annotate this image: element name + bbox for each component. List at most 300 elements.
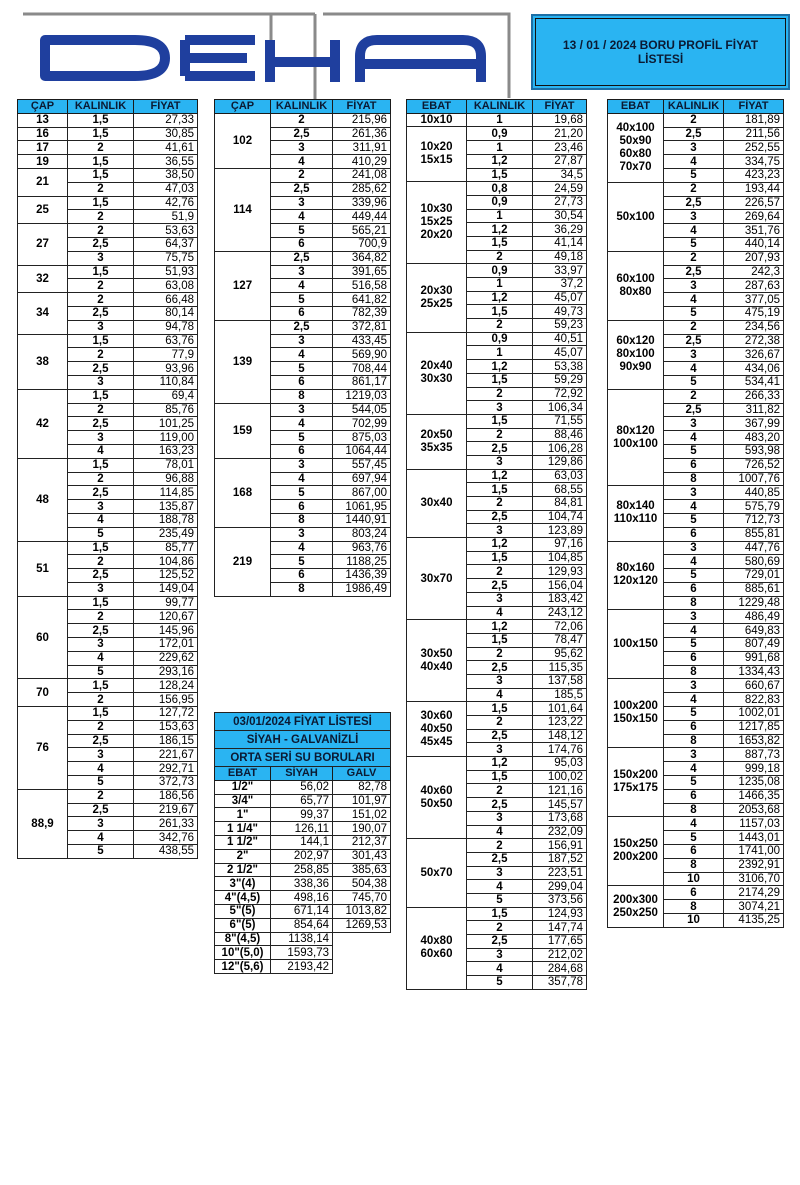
table-row [215, 251, 391, 265]
header-ebat: EBAT [608, 100, 664, 114]
table-row [407, 839, 587, 853]
price-cell: 137,58 [533, 674, 587, 688]
thickness-cell: 6 [664, 527, 724, 541]
price-cell: 128,24 [134, 679, 198, 693]
price-cell: 702,99 [333, 417, 391, 431]
size-cell: 168 [215, 458, 271, 527]
thickness-cell: 3 [271, 265, 333, 279]
price-cell: 261,36 [333, 127, 391, 141]
table-row [608, 389, 784, 403]
price-cell: 885,61 [724, 582, 784, 596]
price-cell: 364,82 [333, 251, 391, 265]
galv-price-cell: 1269,53 [333, 918, 391, 932]
price-cell: 135,87 [134, 500, 198, 514]
size-cell: 25 [18, 196, 68, 224]
thickness-cell: 5 [68, 776, 134, 790]
price-cell: 63,03 [533, 469, 587, 483]
price-cell: 77,9 [134, 348, 198, 362]
table-row [18, 141, 198, 155]
price-cell: 867,00 [333, 486, 391, 500]
price-cell: 211,56 [724, 127, 784, 141]
size-cell: 150x250 200x200 [608, 817, 664, 886]
price-cell: 163,23 [134, 444, 198, 458]
price-cell: 68,55 [533, 483, 587, 497]
size-cell: 48 [18, 458, 68, 541]
price-cell: 449,44 [333, 210, 391, 224]
price-list-title [531, 14, 790, 90]
size-cell: 6"(5) [215, 918, 271, 932]
price-cell: 147,74 [533, 921, 587, 935]
table-row [407, 332, 587, 346]
size-cell: 80x160 120x120 [608, 541, 664, 610]
price-cell: 1436,39 [333, 569, 391, 583]
price-cell: 181,89 [724, 113, 784, 127]
price-cell: 104,86 [134, 555, 198, 569]
price-cell: 42,76 [134, 196, 198, 210]
size-cell: 42 [18, 389, 68, 458]
round-pipe-table-small [17, 99, 198, 859]
thickness-cell: 2,5 [467, 442, 533, 456]
size-cell: 40x100 50x90 60x80 70x70 [608, 113, 664, 182]
thickness-cell: 2,5 [68, 569, 134, 583]
thickness-cell: 3 [467, 948, 533, 962]
price-cell: 188,78 [134, 513, 198, 527]
table-row [608, 113, 784, 127]
size-cell: 10x30 15x25 20x20 [407, 182, 467, 264]
thickness-cell: 1,5 [68, 127, 134, 141]
thickness-cell: 2 [467, 716, 533, 730]
thickness-cell: 4 [68, 513, 134, 527]
thickness-cell: 6 [664, 458, 724, 472]
price-cell: 156,95 [134, 693, 198, 707]
thickness-cell: 2 [467, 647, 533, 661]
thickness-cell: 3 [467, 455, 533, 469]
thickness-cell: 2 [467, 387, 533, 401]
price-cell: 41,14 [533, 236, 587, 250]
table-row [18, 293, 198, 307]
size-cell: 20x40 30x30 [407, 332, 467, 414]
size-cell: 100x200 150x150 [608, 679, 664, 748]
table-row [18, 113, 198, 127]
price-cell: 78,01 [134, 458, 198, 472]
price-cell: 2392,91 [724, 858, 784, 872]
price-cell: 242,3 [724, 265, 784, 279]
size-cell: 27 [18, 224, 68, 265]
thickness-cell: 3 [467, 674, 533, 688]
size-cell: 12"(5,6) [215, 960, 271, 974]
table-row [215, 946, 391, 960]
price-cell: 95,03 [533, 757, 587, 771]
price-cell: 63,08 [134, 279, 198, 293]
price-cell: 145,57 [533, 798, 587, 812]
price-cell: 2053,68 [724, 803, 784, 817]
thickness-cell: 3 [68, 320, 134, 334]
thickness-cell: 1,5 [68, 155, 134, 169]
table-header-row [608, 100, 784, 114]
header-siyah: SİYAH [271, 767, 333, 781]
price-cell: 148,12 [533, 729, 587, 743]
thickness-cell: 1 [467, 141, 533, 155]
price-cell: 94,78 [134, 320, 198, 334]
table-row [215, 891, 391, 905]
thickness-cell: 1,2 [467, 291, 533, 305]
thickness-cell: 2 [467, 250, 533, 264]
thickness-cell: 2 [68, 555, 134, 569]
table-row [608, 610, 784, 624]
price-cell: 292,71 [134, 762, 198, 776]
size-cell: 19 [18, 155, 68, 169]
price-cell: 807,49 [724, 638, 784, 652]
price-cell: 51,93 [134, 265, 198, 279]
price-cell: 53,38 [533, 360, 587, 374]
size-cell: 2" [215, 849, 271, 863]
size-cell: 1" [215, 808, 271, 822]
header-kalinlik: KALINLIK [68, 100, 134, 114]
thickness-cell: 2,5 [68, 362, 134, 376]
galv-price-cell: 212,37 [333, 835, 391, 849]
thickness-cell: 5 [664, 444, 724, 458]
thickness-cell: 2,5 [467, 852, 533, 866]
table-header-row [215, 767, 391, 781]
thickness-cell: 4 [271, 155, 333, 169]
price-cell: 475,19 [724, 306, 784, 320]
table-row [215, 527, 391, 541]
thickness-cell: 6 [664, 582, 724, 596]
black-price-cell: 65,77 [271, 794, 333, 808]
table-row [18, 679, 198, 693]
thickness-cell: 1,2 [467, 620, 533, 634]
price-cell: 75,75 [134, 251, 198, 265]
price-cell: 284,68 [533, 962, 587, 976]
thickness-cell: 2 [68, 182, 134, 196]
thickness-cell: 3 [68, 582, 134, 596]
table-row [18, 168, 198, 182]
thickness-cell: 1,5 [467, 373, 533, 387]
price-cell: 30,85 [134, 127, 198, 141]
table-row [215, 863, 391, 877]
thickness-cell: 4 [664, 293, 724, 307]
thickness-cell: 6 [664, 651, 724, 665]
price-cell: 334,75 [724, 155, 784, 169]
thickness-cell: 1,5 [467, 168, 533, 182]
price-cell: 173,68 [533, 811, 587, 825]
thickness-cell: 1,2 [467, 469, 533, 483]
thickness-cell: 4 [271, 472, 333, 486]
thickness-cell: 8 [271, 513, 333, 527]
thickness-cell: 2,5 [271, 182, 333, 196]
price-cell: 299,04 [533, 880, 587, 894]
water-banner-row [215, 731, 391, 749]
thickness-cell: 3 [68, 817, 134, 831]
price-cell: 19,68 [533, 113, 587, 127]
price-cell: 97,16 [533, 538, 587, 552]
table-row [18, 334, 198, 348]
price-cell: 272,38 [724, 334, 784, 348]
thickness-cell: 3 [68, 375, 134, 389]
thickness-cell: 6 [271, 375, 333, 389]
table-row [18, 596, 198, 610]
thickness-cell: 5 [664, 831, 724, 845]
thickness-cell: 2,5 [68, 486, 134, 500]
size-cell: 1 1/2" [215, 835, 271, 849]
water-banner-series: ORTA SERİ SU BORULARI [215, 749, 391, 767]
price-cell: 391,65 [333, 265, 391, 279]
table-row [608, 182, 784, 196]
size-cell: 30x50 40x40 [407, 620, 467, 702]
thickness-cell: 3 [467, 524, 533, 538]
header-kalinlik: KALINLIK [271, 100, 333, 114]
price-cell: 174,76 [533, 743, 587, 757]
price-cell: 372,73 [134, 776, 198, 790]
table-header-row [215, 100, 391, 114]
thickness-cell: 8 [664, 803, 724, 817]
thickness-cell: 3 [68, 500, 134, 514]
thickness-cell: 2 [68, 720, 134, 734]
price-cell: 3074,21 [724, 900, 784, 914]
thickness-cell: 10 [664, 872, 724, 886]
price-cell: 326,67 [724, 348, 784, 362]
thickness-cell: 2 [271, 168, 333, 182]
size-cell: 127 [215, 251, 271, 320]
thickness-cell: 2,5 [467, 579, 533, 593]
size-cell: 159 [215, 403, 271, 458]
price-list-title-text: 13 / 01 / 2024 BORU PROFİL FİYAT LİSTESİ [562, 38, 759, 66]
price-cell: 30,54 [533, 209, 587, 223]
price-cell: 85,76 [134, 403, 198, 417]
black-price-cell: 671,14 [271, 904, 333, 918]
thickness-cell: 2,5 [271, 127, 333, 141]
thickness-cell: 4 [467, 825, 533, 839]
price-cell: 78,47 [533, 633, 587, 647]
thickness-cell: 3 [664, 141, 724, 155]
thickness-cell: 5 [664, 776, 724, 790]
price-cell: 593,98 [724, 444, 784, 458]
price-cell: 59,23 [533, 319, 587, 333]
thickness-cell: 8 [664, 734, 724, 748]
thickness-cell: 5 [467, 893, 533, 907]
thickness-cell: 6 [271, 237, 333, 251]
thickness-cell: 3 [467, 866, 533, 880]
price-cell: 72,92 [533, 387, 587, 401]
size-cell: 139 [215, 320, 271, 403]
thickness-cell: 3 [467, 401, 533, 415]
thickness-cell: 1,5 [467, 702, 533, 716]
price-cell: 177,65 [533, 935, 587, 949]
thickness-cell: 3 [467, 592, 533, 606]
black-price-cell: 1593,73 [271, 946, 333, 960]
table-row [18, 789, 198, 803]
thickness-cell: 1,5 [467, 483, 533, 497]
price-cell: 963,76 [333, 541, 391, 555]
price-cell: 357,78 [533, 976, 587, 990]
price-cell: 37,2 [533, 278, 587, 292]
size-cell: 88,9 [18, 789, 68, 858]
price-cell: 726,52 [724, 458, 784, 472]
thickness-cell: 5 [271, 224, 333, 238]
thickness-cell: 3 [664, 679, 724, 693]
table-row [215, 168, 391, 182]
size-cell: 51 [18, 541, 68, 596]
galv-price-cell: 82,78 [333, 780, 391, 794]
galv-price-cell [333, 932, 391, 946]
size-cell: 3/4" [215, 794, 271, 808]
thickness-cell: 2,5 [271, 320, 333, 334]
price-cell: 287,63 [724, 279, 784, 293]
header-kalinlik: KALINLIK [664, 100, 724, 114]
price-cell: 36,55 [134, 155, 198, 169]
size-cell: 219 [215, 527, 271, 596]
price-cell: 1002,01 [724, 707, 784, 721]
price-cell: 221,67 [134, 748, 198, 762]
thickness-cell: 5 [664, 569, 724, 583]
thickness-cell: 4 [271, 541, 333, 555]
header-ebat: EBAT [215, 767, 271, 781]
table-row [215, 960, 391, 974]
thickness-cell: 3 [68, 431, 134, 445]
size-cell: 3"(4) [215, 877, 271, 891]
price-cell: 269,64 [724, 210, 784, 224]
thickness-cell: 5 [664, 638, 724, 652]
price-cell: 45,07 [533, 346, 587, 360]
size-cell: 30x60 40x50 45x45 [407, 702, 467, 757]
thickness-cell: 5 [664, 513, 724, 527]
price-cell: 49,18 [533, 250, 587, 264]
galv-price-cell: 1013,82 [333, 904, 391, 918]
header-ebat: EBAT [407, 100, 467, 114]
thickness-cell: 3 [68, 251, 134, 265]
price-cell: 226,57 [724, 196, 784, 210]
price-cell: 1235,08 [724, 776, 784, 790]
header-fiyat: FİYAT [134, 100, 198, 114]
table-row [407, 127, 587, 141]
thickness-cell: 2 [664, 113, 724, 127]
price-cell: 311,91 [333, 141, 391, 155]
price-cell: 641,82 [333, 293, 391, 307]
price-cell: 697,94 [333, 472, 391, 486]
price-cell: 565,21 [333, 224, 391, 238]
thickness-cell: 2 [467, 921, 533, 935]
price-cell: 114,85 [134, 486, 198, 500]
price-cell: 372,81 [333, 320, 391, 334]
size-cell: 30x70 [407, 538, 467, 620]
thickness-cell: 0,9 [467, 195, 533, 209]
thickness-cell: 8 [664, 472, 724, 486]
thickness-cell: 1,5 [68, 707, 134, 721]
price-cell: 1157,03 [724, 817, 784, 831]
table-row [18, 127, 198, 141]
thickness-cell: 5 [664, 375, 724, 389]
price-cell: 803,24 [333, 527, 391, 541]
price-cell: 266,33 [724, 389, 784, 403]
table-row [407, 182, 587, 196]
price-cell: 145,96 [134, 624, 198, 638]
table-row [608, 817, 784, 831]
thickness-cell: 1,5 [467, 236, 533, 250]
thickness-cell: 3 [271, 403, 333, 417]
thickness-cell: 2 [68, 210, 134, 224]
size-cell: 21 [18, 168, 68, 196]
size-cell: 60 [18, 596, 68, 679]
galv-price-cell [333, 960, 391, 974]
price-cell: 1986,49 [333, 582, 391, 596]
table-row [18, 707, 198, 721]
thickness-cell: 3 [68, 638, 134, 652]
table-row [215, 794, 391, 808]
price-cell: 51,9 [134, 210, 198, 224]
table-row [215, 403, 391, 417]
thickness-cell: 2 [664, 320, 724, 334]
thickness-cell: 4 [664, 624, 724, 638]
thickness-cell: 0,8 [467, 182, 533, 196]
thickness-cell: 4 [271, 279, 333, 293]
price-cell: 575,79 [724, 500, 784, 514]
thickness-cell: 4 [664, 155, 724, 169]
thickness-cell: 1,2 [467, 360, 533, 374]
table-row [215, 113, 391, 127]
price-cell: 106,34 [533, 401, 587, 415]
thickness-cell: 1,5 [68, 679, 134, 693]
price-cell: 875,03 [333, 431, 391, 445]
price-cell: 129,86 [533, 455, 587, 469]
price-cell: 569,90 [333, 348, 391, 362]
thickness-cell: 3 [664, 610, 724, 624]
price-cell: 1653,82 [724, 734, 784, 748]
thickness-cell: 1,2 [467, 223, 533, 237]
price-cell: 85,77 [134, 541, 198, 555]
black-price-cell: 338,36 [271, 877, 333, 891]
price-cell: 580,69 [724, 555, 784, 569]
thickness-cell: 2,5 [68, 417, 134, 431]
price-cell: 24,59 [533, 182, 587, 196]
table-row [215, 849, 391, 863]
black-price-cell: 56,02 [271, 780, 333, 794]
table-row [215, 932, 391, 946]
galv-price-cell: 190,07 [333, 822, 391, 836]
price-cell: 45,07 [533, 291, 587, 305]
thickness-cell: 5 [68, 665, 134, 679]
table-row [608, 486, 784, 500]
price-cell: 88,46 [533, 428, 587, 442]
galv-price-cell: 301,43 [333, 849, 391, 863]
price-cell: 104,85 [533, 551, 587, 565]
price-cell: 285,62 [333, 182, 391, 196]
table-row [215, 918, 391, 932]
size-cell: 114 [215, 168, 271, 251]
thickness-cell: 4 [467, 962, 533, 976]
thickness-cell: 2 [68, 693, 134, 707]
price-cell: 71,55 [533, 414, 587, 428]
thickness-cell: 1,5 [68, 168, 134, 182]
price-cell: 516,58 [333, 279, 391, 293]
thickness-cell: 6 [664, 845, 724, 859]
thickness-cell: 0,9 [467, 127, 533, 141]
price-cell: 219,67 [134, 803, 198, 817]
table-row [215, 320, 391, 334]
thickness-cell: 0,9 [467, 332, 533, 346]
thickness-cell: 8 [271, 389, 333, 403]
table-row [608, 679, 784, 693]
price-cell: 486,49 [724, 610, 784, 624]
thickness-cell: 4 [68, 831, 134, 845]
thickness-cell: 5 [467, 976, 533, 990]
thickness-cell: 10 [664, 914, 724, 928]
price-cell: 223,51 [533, 866, 587, 880]
black-price-cell: 2193,42 [271, 960, 333, 974]
thickness-cell: 5 [68, 527, 134, 541]
thickness-cell: 2 [664, 389, 724, 403]
thickness-cell: 4 [467, 880, 533, 894]
thickness-cell: 6 [271, 500, 333, 514]
